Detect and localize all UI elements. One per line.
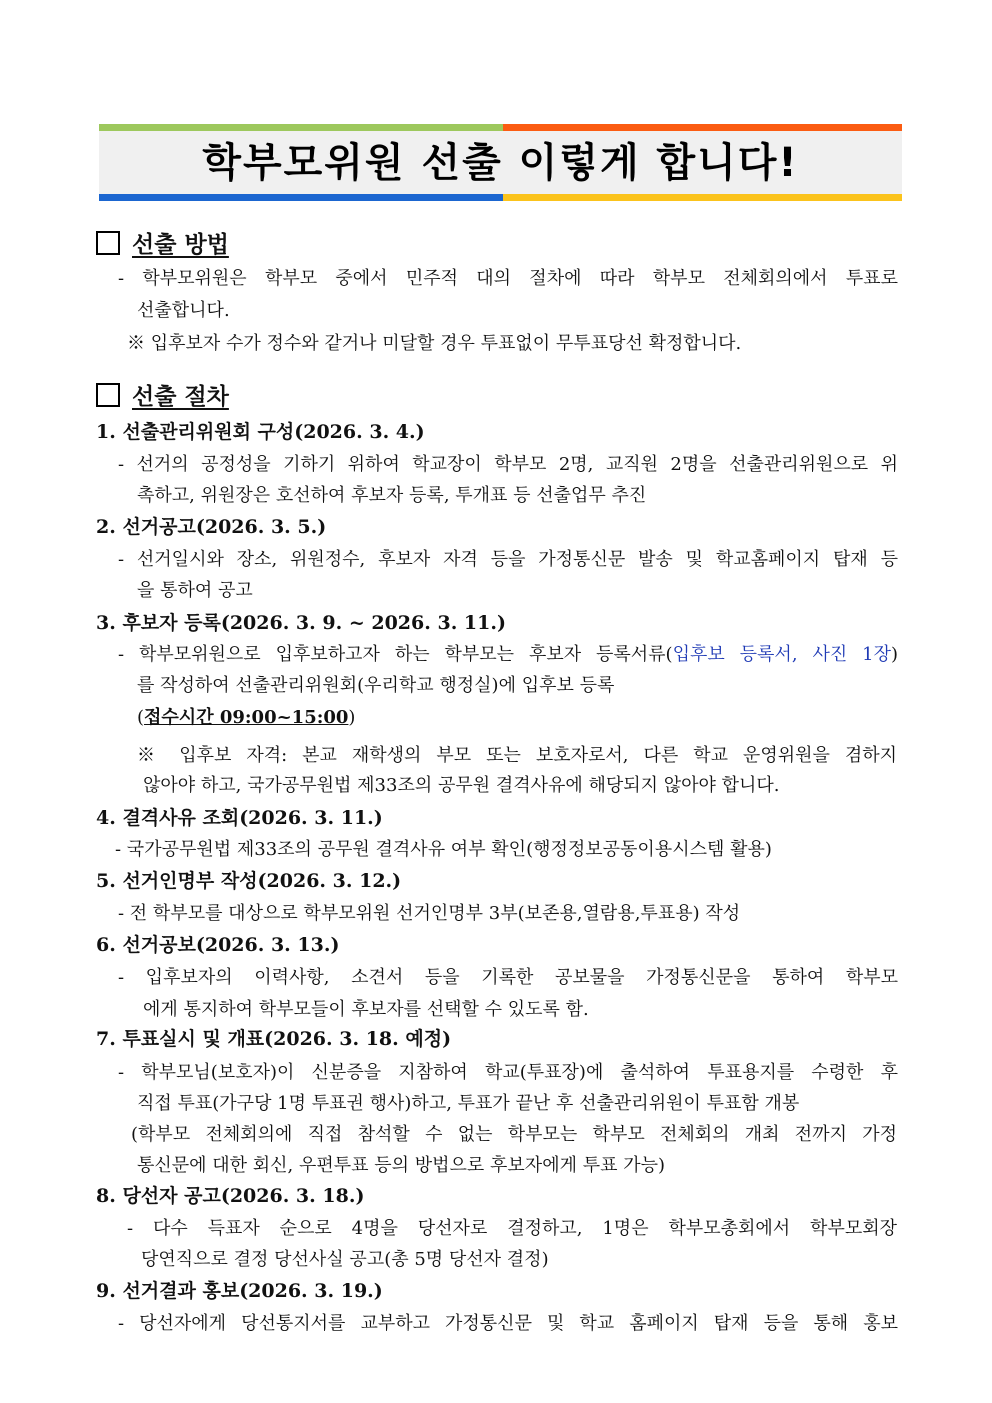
section-heading-procedure (96, 378, 229, 411)
reception-hours-text: 접수시간 09:00~15:00 (144, 707, 349, 728)
required-documents: 입후보 등록서, 사진 1장 (672, 644, 891, 665)
step-6-line-2: 에게 통지하여 학부모들이 후보자를 선택할 수 있도록 함. (143, 999, 589, 1020)
step-4-line-1: - 국가공무원법 제33조의 공무원 결격사유 여부 확인(행정정보공동이용시스템 활용) (115, 839, 772, 860)
step-3-title: 3. 후보자 등록(2026. 3. 9. ~ 2026. 3. 11.) (96, 612, 506, 634)
checkbox-square-icon (96, 383, 120, 407)
step-8-line-1: - 다수 득표자 순으로 4명을 당선자로 결정하고, 1명은 학부모총회에서 학부모회장 (127, 1218, 897, 1239)
method-line-2: 선출합니다. (137, 300, 230, 321)
step-1-line-1: - 선거의 공정성을 기하기 위하여 학교장이 학부모 2명, 교직원 2명을 선출관리위원으로 위 (118, 454, 898, 475)
step-7-line-1: - 학부모님(보호자)이 신분증을 지참하여 학교(투표장)에 출석하여 투표용지를 수령한 후 (118, 1062, 898, 1083)
step-9-title: 9. 선거결과 홍보(2026. 3. 19.) (96, 1280, 383, 1302)
step-7-line-2: 직접 투표(가구당 1명 투표권 행사)하고, 투표가 끝난 후 선출관리위원이 투표함 개봉 (137, 1093, 800, 1114)
step-5-title: 5. 선거인명부 작성(2026. 3. 12.) (96, 870, 402, 892)
step-7-line-4: 통신문에 대한 회신, 우편투표 등의 방법으로 후보자에게 투표 가능) (137, 1155, 665, 1176)
step-7-line-3: (학부모 전체회의에 직접 참석할 수 없는 학부모는 학부모 전체회의 개최 전까지 가정 (131, 1124, 897, 1145)
step-3-note-1: ※ 입후보 자격: 본교 재학생의 부모 또는 보호자로서, 다른 학교 운영위원을 겸하지 (137, 745, 897, 766)
banner-bar-green (99, 124, 503, 131)
checkbox-square-icon (96, 231, 120, 255)
section-heading-method (96, 226, 229, 259)
step-3-note-2: 않아야 하고, 국가공무원법 제33조의 공무원 결격사유에 해당되지 않아야 합니다. (143, 775, 780, 796)
step-2-line-1: - 선거일시와 장소, 위원정수, 후보자 자격 등을 가정통신문 발송 및 학교홈페이지 탑재 등 (118, 549, 898, 570)
banner-bar-blue (99, 194, 503, 201)
title-banner (99, 124, 902, 201)
step-8-title: 8. 당선자 공고(2026. 3. 18.) (96, 1185, 365, 1207)
step-4-title: 4. 결격사유 조회(2026. 3. 11.) (96, 807, 383, 829)
step-6-title: 6. 선거공보(2026. 3. 13.) (96, 934, 340, 956)
step-8-line-2: 당연직으로 결정 당선사실 공고(총 5명 당선자 결정) (141, 1249, 549, 1270)
banner-bar-orange (503, 124, 902, 131)
step-1-title: 1. 선출관리위원회 구성(2026. 3. 4.) (96, 421, 425, 443)
paren-open: ( (137, 707, 145, 728)
step-2-title: 2. 선거공고(2026. 3. 5.) (96, 516, 327, 538)
section-heading-method-text: 선출 방법 (132, 231, 229, 258)
section-heading-procedure-text: 선출 절차 (132, 383, 229, 410)
step-3-line-1-text: - 학부모위원으로 입후보하고자 하는 학부모는 후보자 등록서류( (118, 644, 673, 665)
step-3-line-1 (118, 640, 898, 666)
step-2-line-2: 을 통하여 공고 (137, 580, 253, 601)
step-5-line-1: - 전 학부모를 대상으로 학부모위원 선거인명부 3부(보존용,열람용,투표용) 작성 (118, 903, 741, 924)
method-note: ※ 입후보자 수가 정수와 같거나 미달할 경우 투표없이 무투표당선 확정합니다. (127, 333, 742, 354)
step-6-line-1: - 입후보자의 이력사항, 소견서 등을 기록한 공보물을 가정통신문을 통하여 학부모 (118, 967, 898, 988)
step-1-line-2: 촉하고, 위원장은 호선하여 후보자 등록, 투개표 등 선출업무 추진 (137, 485, 647, 506)
method-line-1: - 학부모위원은 학부모 중에서 민주적 대의 절차에 따라 학부모 전체회의에서 투표로 (118, 268, 898, 289)
step-9-line-1: - 당선자에게 당선통지서를 교부하고 가정통신문 및 학교 홈페이지 탑재 등을 통해 홍보 (118, 1313, 898, 1334)
page-title: 학부모위원 선출 이렇게 합니다! (202, 140, 799, 186)
paren-close: ) (348, 707, 356, 728)
step-3-reception-hours (137, 703, 355, 729)
banner-bar-yellow (503, 194, 902, 201)
step-7-title: 7. 투표실시 및 개표(2026. 3. 18. 예정) (96, 1028, 452, 1050)
step-3-line-2: 를 작성하여 선출관리위원회(우리학교 행정실)에 입후보 등록 (137, 675, 615, 696)
step-3-line-1-close: ) (890, 644, 898, 665)
